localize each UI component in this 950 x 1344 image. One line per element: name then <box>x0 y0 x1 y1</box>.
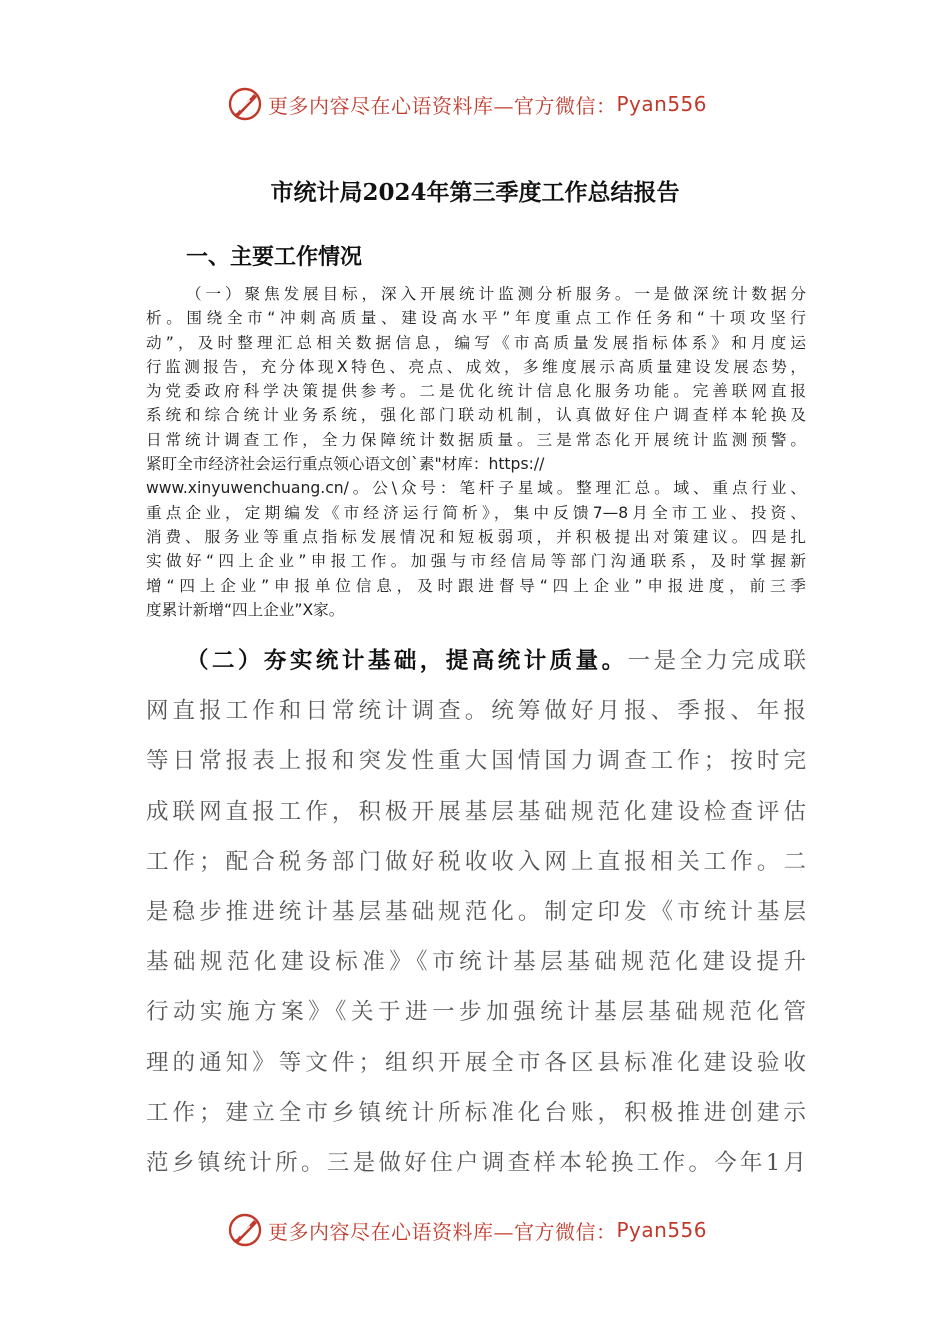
paragraph-line: 消费、服务业等重点指标发展情况和短板弱项，并积极提出对策建议。四是扎 <box>146 527 806 546</box>
paragraph-line: www.xinyuwenchuang.cn/。公\众号：笔杆子星域。整理汇总。域、重点行业、 <box>146 479 806 498</box>
paragraph-line: 理的通知》等文件；组织开展全市各区县标准化建设验收 <box>146 1049 806 1076</box>
paragraph-line: 增“四上企业”申报单位信息，及时跟进督导“四上企业”申报进度，前三季 <box>146 576 806 595</box>
quill-logo-icon <box>228 86 264 122</box>
watermark-text: 更多内容尽在心语资料库—官方微信： <box>268 1219 617 1244</box>
paragraph-line: 紧盯全市经济社会运行重点领心语文创`素"材库：https:// <box>146 455 545 474</box>
footer-watermark <box>228 1210 707 1250</box>
paragraph-line: （一）聚焦发展目标，深入开展统计监测分析服务。一是做深统计数据分 <box>186 285 806 303</box>
watermark-handle: Pyan556 <box>616 1218 708 1242</box>
paragraph-line: 范乡镇统计所。三是做好住户调查样本轮换工作。今年1月 <box>146 1150 806 1177</box>
paragraph-line: 等日常报表上报和突发性重大国情国力调查工作；按时完 <box>146 748 806 775</box>
quill-logo-icon <box>228 1212 264 1248</box>
header-watermark <box>228 84 707 124</box>
paragraph-line: 工作；配合税务部门做好税收收入网上直报相关工作。二 <box>146 848 806 875</box>
paragraph-line: 日常统计调查工作，全力保障统计数据质量。三是常态化开展统计监测预警。 <box>146 430 806 449</box>
paragraph-line: 重点企业，定期编发《市经济运行简析》，集中反馈7—8月全市工业、投资、 <box>146 503 806 522</box>
paragraph-line: 网直报工作和日常统计调查。统筹做好月报、季报、年报 <box>146 698 806 725</box>
watermark-text: 更多内容尽在心语资料库—官方微信： <box>268 93 617 118</box>
paragraph-2 <box>146 636 806 1188</box>
document-title: 市统计局2024年第三季度工作总结报告 <box>270 179 680 206</box>
paragraph-line: 实做好“四上企业”申报工作。加强与市经信局等部门沟通联系，及时掌握新 <box>146 552 806 571</box>
paragraph-line: 工作；建立全市乡镇统计所标准化台账，积极推进创建示 <box>146 1099 806 1126</box>
paragraph-1 <box>146 282 806 622</box>
section-heading: 一、主要工作情况 <box>186 244 363 270</box>
paragraph-line: 行监测报告，充分体现X特色、亮点、成效，多维度展示高质量建设发展态势， <box>146 357 806 376</box>
paragraph-line: 成联网直报工作，积极开展基层基础规范化建设检查评估 <box>146 798 806 825</box>
paragraph-line: 动”，及时整理汇总相关数据信息，编写《市高质量发展指标体系》和月度运 <box>146 333 806 352</box>
watermark-handle: Pyan556 <box>616 92 708 116</box>
paragraph-line: 行动实施方案》《关于进一步加强统计基层基础规范化管 <box>146 999 806 1026</box>
paragraph-line-rest: 一是全力完成联 <box>627 648 806 674</box>
paragraph-line: 是稳步推进统计基层基础规范化。制定印发《市统计基层 <box>146 899 806 926</box>
paragraph-line: 析。围绕全市“冲刺高质量、建设高水平”年度重点工作任务和“十项攻坚行 <box>146 309 806 328</box>
paragraph-first-line <box>146 636 806 686</box>
paragraph-line: 基础规范化建设标准》《市统计基层基础规范化建设提升 <box>146 949 806 976</box>
paragraph-line: 系统和综合统计业务系统，强化部门联动机制，认真做好住户调查样本轮换及 <box>146 406 806 425</box>
paragraph-line: 为党委政府科学决策提供参考。二是优化统计信息化服务功能。完善联网直报 <box>146 382 806 401</box>
paragraph-2-heading: （二）夯实统计基础，提高统计质量。 <box>186 648 628 674</box>
paragraph-line: 度累计新增“四上企业”X家。 <box>146 600 345 619</box>
